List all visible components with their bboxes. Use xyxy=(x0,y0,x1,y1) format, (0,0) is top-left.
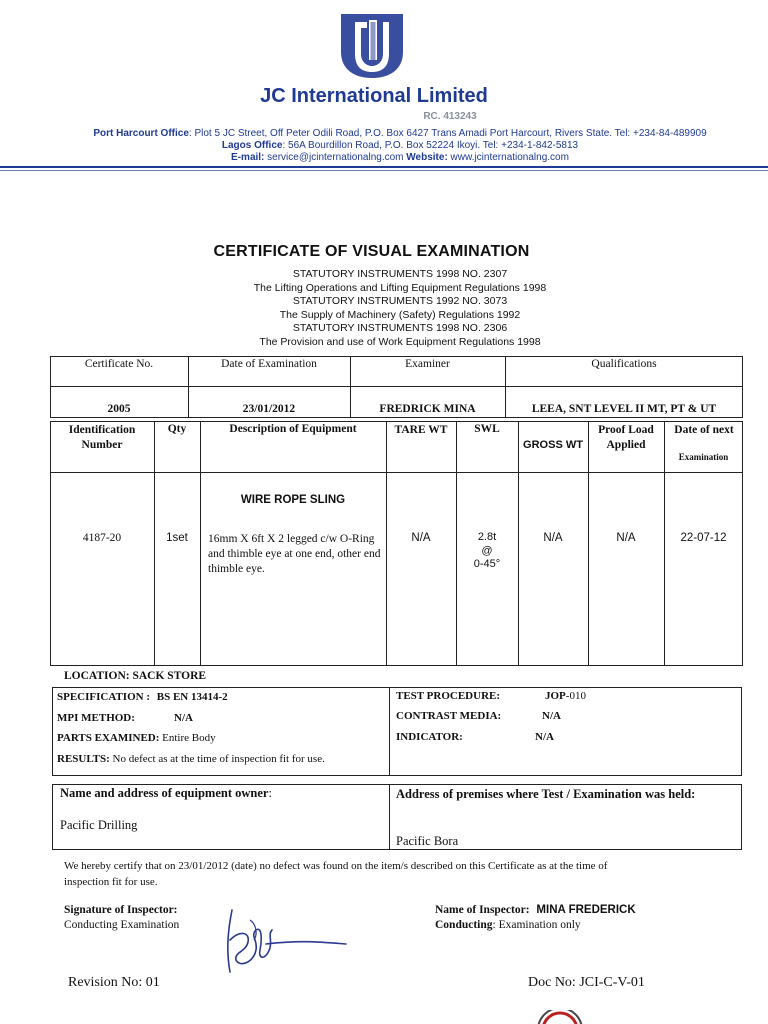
certify-line-2: inspection fit for use. xyxy=(64,876,158,888)
examiner-value: FREDRICK MINA xyxy=(379,403,476,415)
qty-value: 1set xyxy=(166,532,188,544)
table-divider xyxy=(389,687,390,776)
signature-label: Signature of Inspector: xyxy=(64,904,178,916)
swl-at: @ xyxy=(481,545,493,557)
header-gross-wt: GROSS WT xyxy=(523,439,583,451)
statute-line: STATUTORY INSTRUMENTS 1998 NO. 2307 xyxy=(292,268,508,280)
inspector-name-value: MINA FREDERICK xyxy=(536,904,636,916)
contact-line xyxy=(0,152,768,164)
website-url[interactable]: www.jcinternationalng.com xyxy=(447,152,569,163)
header-date-of-next: Date of next xyxy=(674,424,734,436)
header-date-of-examination: Date of Examination xyxy=(221,358,317,370)
lagos-address: : 56A Bourdillon Road, P.O. Box 52224 Ikoyi. Tel: +234-1-842-5813 xyxy=(282,140,579,151)
certificate-no-value: 2005 xyxy=(107,403,131,415)
next-examination-value: 22-07-12 xyxy=(680,532,727,544)
specification-label: SPECIFICATION : xyxy=(57,691,151,703)
port-harcourt-address: : Plot 5 JC Street, Off Peter Odili Road, P.O. Box 6427 Trans Amadi Port Harcourt, Rivers State. Tel: +234-84-489909 xyxy=(188,128,707,139)
indicator-label: INDICATOR: xyxy=(396,731,463,743)
contrast-media-value: N/A xyxy=(542,710,561,722)
statute-line: STATUTORY INSTRUMENTS 1998 NO. 2306 xyxy=(292,322,508,334)
signature-sub-label: Conducting Examination xyxy=(64,919,180,931)
revision-number: Revision No: 01 xyxy=(68,975,160,990)
results-row xyxy=(57,753,325,765)
statute-line: The Supply of Machinery (Safety) Regulations 1992 xyxy=(279,308,521,321)
equipment-name: WIRE ROPE SLING xyxy=(240,494,346,506)
header-tare-wt: TARE WT xyxy=(394,424,448,436)
email-label: E-mail: xyxy=(231,152,265,163)
header-proof-load: Proof Load Applied xyxy=(598,424,654,451)
parts-examined-label: PARTS EXAMINED: xyxy=(57,732,160,744)
premises-label: Address of premises where Test / Examination was held: xyxy=(396,787,696,801)
stamp-logos xyxy=(536,1010,626,1024)
certify-line-1: We hereby certify that on 23/01/2012 (date) no defect was found on the item/s described on this Certificate as at the time of xyxy=(64,860,608,872)
header-certificate-no: Certificate No. xyxy=(84,358,154,370)
address-line-lagos xyxy=(0,140,768,152)
results-value: No defect as at the time of inspection fit for use. xyxy=(109,753,325,765)
conducting-value: : Examination only xyxy=(492,919,581,931)
owner-value: Pacific Drilling xyxy=(60,818,138,832)
statute-line: The Provision and use of Work Equipment Regulations 1998 xyxy=(259,335,541,348)
location: LOCATION: SACK STORE xyxy=(64,670,207,682)
equipment-description: 16mm X 6ft X 2 legged c/w O-Ring and thimble eye at one end, other end thimble eye. xyxy=(208,533,381,575)
mpi-method-label: MPI METHOD: xyxy=(57,712,135,724)
document-number: Doc No: JCI-C-V-01 xyxy=(528,975,645,990)
qualifications-value: LEEA, SNT LEVEL II MT, PT & UT xyxy=(531,403,717,415)
header-examination: Examination xyxy=(678,452,729,462)
conducting-row xyxy=(435,919,581,931)
header-divider-thin xyxy=(0,170,768,171)
owner-label-row xyxy=(60,786,272,801)
statute-line: STATUTORY INSTRUMENTS 1992 NO. 3073 xyxy=(292,295,508,307)
table-divider xyxy=(50,386,743,387)
address-line-port-harcourt xyxy=(0,128,768,140)
gross-wt-value: N/A xyxy=(543,532,563,544)
header-divider xyxy=(0,166,768,168)
header-examiner: Examiner xyxy=(405,358,450,370)
mpi-method-value: N/A xyxy=(174,712,193,724)
port-harcourt-label: Port Harcourt Office xyxy=(93,128,189,139)
test-procedure-value: JOP xyxy=(545,690,566,702)
conducting-label: Conducting xyxy=(435,919,493,931)
proof-load-value: N/A xyxy=(616,532,636,544)
header-qty: Qty xyxy=(167,423,187,435)
contrast-media-label: CONTRAST MEDIA: xyxy=(396,710,502,722)
tare-wt-value: N/A xyxy=(411,532,431,544)
owner-label: Name and address of equipment owner xyxy=(60,786,269,800)
header-identification-number: Identification Number xyxy=(68,424,136,451)
company-name: JC International Limited xyxy=(260,85,488,107)
inspector-signature xyxy=(210,900,350,980)
premises-value: Pacific Bora xyxy=(396,834,459,848)
rc-number: RC. 413243 xyxy=(423,111,477,122)
indicator-value: N/A xyxy=(535,731,554,743)
swl-value: 2.8t xyxy=(477,531,497,543)
header-description: Description of Equipment xyxy=(229,423,357,435)
company-logo xyxy=(337,12,407,80)
table-divider xyxy=(456,421,457,666)
test-procedure-label: TEST PROCEDURE: xyxy=(396,690,501,702)
table-divider xyxy=(200,421,201,666)
parts-examined-row xyxy=(57,732,216,744)
inspector-name-row xyxy=(435,904,636,916)
date-of-examination-value: 23/01/2012 xyxy=(242,403,296,415)
website-label: Website: xyxy=(406,152,448,163)
swl-angle: 0-45° xyxy=(473,558,501,570)
email-address[interactable]: service@jcinternationalng.com xyxy=(264,152,407,163)
header-qualifications: Qualifications xyxy=(591,358,657,370)
statute-line: The Lifting Operations and Lifting Equipment Regulations 1998 xyxy=(253,281,547,294)
inspector-name-label: Name of Inspector: xyxy=(435,904,530,916)
specification-row xyxy=(57,691,228,703)
parts-examined-value: Entire Body xyxy=(159,732,216,744)
test-procedure-suffix: -010 xyxy=(565,690,586,702)
specification-value: BS EN 13414-2 xyxy=(156,691,228,703)
header-swl: SWL xyxy=(474,423,500,435)
identification-number-value: 4187-20 xyxy=(82,532,122,544)
table-divider xyxy=(389,784,390,850)
results-label: RESULTS: xyxy=(57,753,110,765)
test-procedure-row xyxy=(545,690,586,702)
lagos-label: Lagos Office xyxy=(221,140,283,151)
owner-label-colon: : xyxy=(268,786,272,800)
certificate-title: CERTIFICATE OF VISUAL EXAMINATION xyxy=(213,243,530,260)
